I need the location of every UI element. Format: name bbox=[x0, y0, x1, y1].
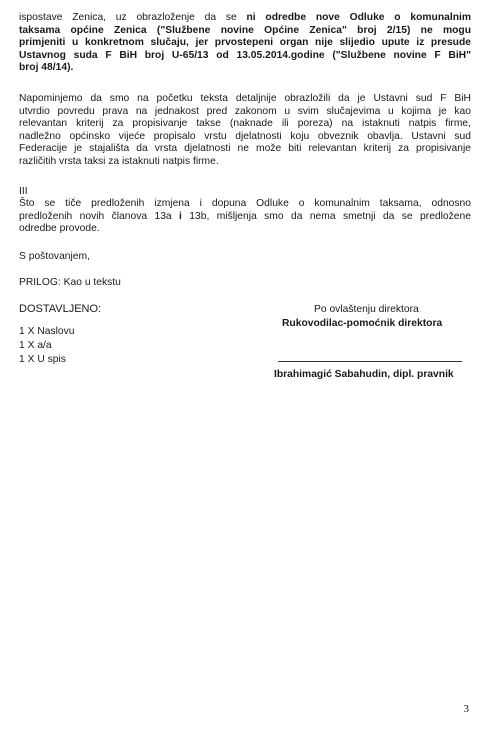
text-line: utvrdio povredu prava na jednakost pred zakonom u svim slučajevima u kojima je kao bbox=[19, 105, 471, 117]
text-line bbox=[19, 198, 471, 211]
paragraph-proposed-amendments bbox=[19, 198, 471, 236]
page-number: 3 bbox=[463, 703, 469, 715]
text-run: odredbe provode. bbox=[19, 223, 100, 234]
attachment-note: PRILOG: Kao u tekstu bbox=[19, 277, 121, 288]
text-line: nadležno općinsko vijeće propisalo vrstu djelatnosti koju obveznik obavlja. Ustavni sud bbox=[19, 130, 471, 142]
section-marker-iii: III bbox=[19, 186, 28, 197]
delivered-heading: DOSTAVLJENO: bbox=[19, 303, 102, 315]
text-run: Što se tiče predloženih izmjena i dopuna Odluke o komunalnim taksama, odnosno bbox=[19, 198, 471, 209]
signature-role: Rukovodilac-pomoćnik direktora bbox=[282, 318, 443, 329]
bold-text: primjeniti u konkretnom slučaju, jer prvostepeni organ nije slijedio upute iz presude bbox=[19, 37, 471, 48]
closing-greeting: S poštovanjem, bbox=[19, 251, 90, 262]
text-line: relevantan kriterij za propisivanje takse (naknade ili poreza) na istaknuti natpis firme, bbox=[19, 118, 471, 129]
bold-text: broj 48/14). bbox=[19, 62, 74, 73]
text-line bbox=[19, 211, 471, 224]
signature-line bbox=[278, 361, 462, 362]
signature-name: Ibrahimagić Sabahudin, dipl. pravnik bbox=[274, 369, 454, 380]
delivered-item-1: 1 X Naslovu bbox=[19, 326, 75, 337]
text-line bbox=[19, 37, 471, 50]
text-line bbox=[19, 25, 471, 38]
text-line bbox=[19, 50, 471, 63]
text-line bbox=[19, 223, 471, 236]
bold-text: i bbox=[179, 210, 182, 222]
signature-authority: Po ovlaštenju direktora bbox=[314, 304, 419, 315]
text-run: 13b, mišljenja smo da nema smetnji da se predložene bbox=[181, 210, 471, 222]
text-run: predloženih novih članova 13a bbox=[19, 210, 180, 222]
delivered-item-2: 1 X a/a bbox=[19, 340, 52, 351]
text-run: ispostave Zenica, uz obrazloženje da se bbox=[19, 12, 247, 23]
text-line: Federacije je stajališta da vrsta djelatnosti ne može biti relevantan kriterij za propisivanje bbox=[19, 143, 471, 154]
delivered-item-3: 1 X U spis bbox=[19, 354, 66, 365]
bold-text: taksama općine Zenica ("Službene novine Općine Zenica" broj 2/15) ne mogu bbox=[19, 24, 471, 36]
bold-text: ni odredbe nove Odluke o komunalnim bbox=[246, 12, 471, 23]
text-line: Napominjemo da smo na početku teksta detaljnije obrazložili da je Ustavni sud F BiH bbox=[19, 93, 471, 104]
paragraph-decision-reference bbox=[19, 12, 471, 75]
text-line: različitih vrsta taksi za istaknuti natpis firme. bbox=[19, 155, 219, 167]
text-line bbox=[19, 62, 471, 75]
paragraph-constitutional-court bbox=[19, 93, 471, 168]
text-line bbox=[19, 12, 471, 25]
bold-text: Ustavnog suda F BiH broj U-65/13 od 13.05.2014.godine ("Službene novine F BiH" bbox=[19, 49, 471, 61]
